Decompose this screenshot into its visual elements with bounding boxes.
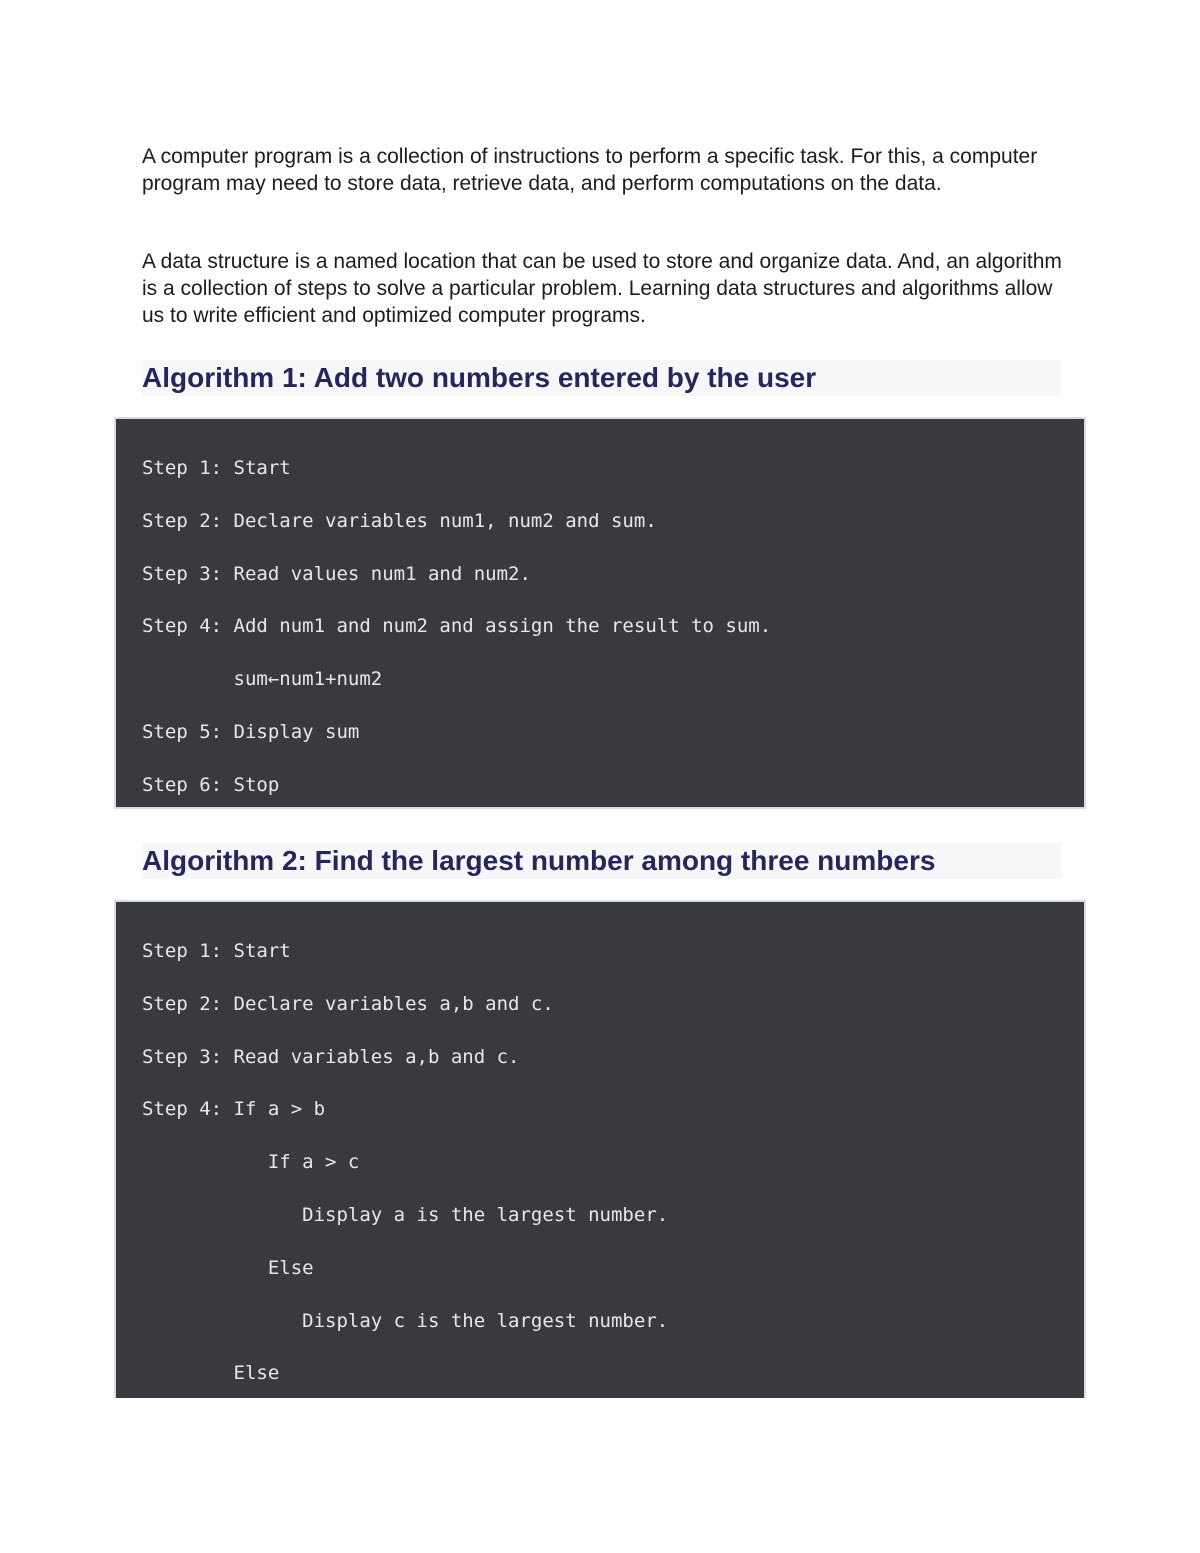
- code-line: Display c is the largest number.: [142, 1309, 669, 1332]
- intro-paragraph-1: A computer program is a collection of instructions to perform a specific task. For this, a computer program may need to store data, retrieve data, and perform computations on the data.: [142, 145, 1038, 195]
- code-line: Step 5: Display sum: [142, 720, 360, 743]
- code-line: Step 4: Add num1 and num2 and assign the result to sum.: [142, 615, 772, 638]
- intro-paragraph-2: A data structure is a named location that can be used to store and organize data. And, an algorithm is a collection of steps to solve a particular problem. Learning data structures and algorithms allow us to write efficient and optimized computer programs.: [142, 250, 1062, 327]
- code-line: Else: [142, 1362, 280, 1385]
- code-line: Else: [142, 1256, 314, 1279]
- code-line: Step 1: Start: [142, 940, 291, 962]
- code-line: Step 6: Stop: [142, 773, 280, 796]
- code-line: Step 3: Read variables a,b and c.: [142, 1045, 520, 1068]
- code-line: Step 4: If a > b: [142, 1098, 326, 1121]
- code-line: sum←num1+num2: [142, 668, 383, 691]
- algorithm-1-code-lines: [142, 442, 771, 809]
- algorithm-1-code-block: [114, 417, 1086, 809]
- algorithm-1-heading: Algorithm 1: Add two numbers entered by the user: [142, 360, 1062, 396]
- code-line: Step 2: Declare variables num1, num2 and sum.: [142, 509, 657, 532]
- code-line: Step 3: Read values num1 and num2.: [142, 562, 531, 585]
- algorithm-2-heading: Algorithm 2: Find the largest number among three numbers: [142, 843, 1062, 879]
- algorithm-2-code-block: [114, 900, 1086, 1398]
- code-line: Step 2: Declare variables a,b and c.: [142, 992, 554, 1015]
- code-line: Step 1: Start: [142, 457, 291, 479]
- code-line: Display a is the largest number.: [142, 1203, 669, 1226]
- code-line: If a > c: [142, 1151, 360, 1174]
- algorithm-2-code-lines: [142, 925, 668, 1398]
